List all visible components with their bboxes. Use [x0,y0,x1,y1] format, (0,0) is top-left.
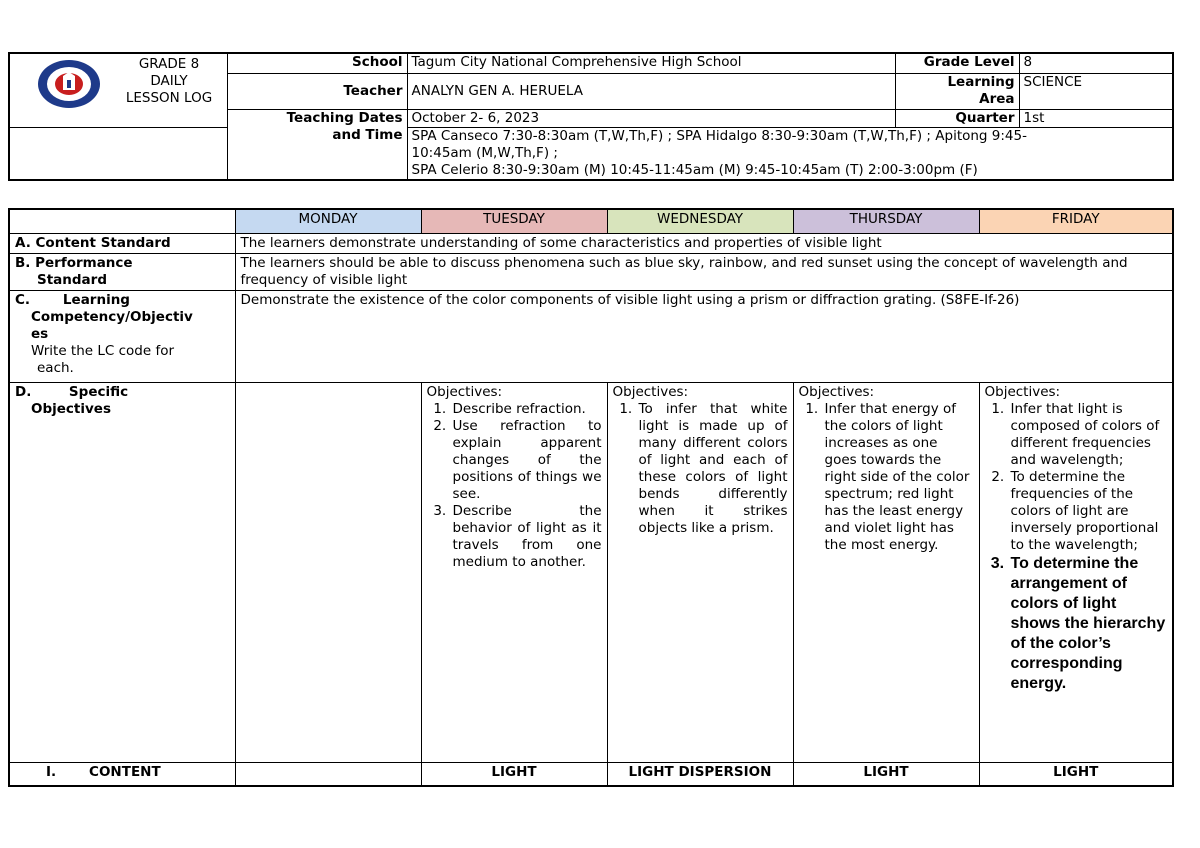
teacher-label: Teacher [227,73,407,109]
list-item: 2. To determine the frequencies of the colors of light are inversely proportional to the wavelength; [1009,469,1168,554]
learning-competency-value: Demonstrate the existence of the color components of visible light using a prism or diffraction grating. (S8FE-If-26) [235,290,1173,382]
log-title-line1: DAILY [150,73,188,89]
content-standard-label: A. Content Standard [9,233,235,253]
list-item: 1. Infer that light is composed of colors of different frequencies and wavelength; [1009,401,1168,469]
day-header-thursday: THURSDAY [793,209,979,233]
log-title-line2: LESSON LOG [125,90,213,106]
day-header-tuesday: TUESDAY [421,209,607,233]
list-item: 1. Describe refraction. [451,401,602,418]
grade-level-value: 8 [1019,53,1173,73]
header-table [8,52,1174,181]
deped-seal-icon [36,58,102,110]
day-header-monday: MONDAY [235,209,421,233]
friday-content: LIGHT [979,762,1173,786]
logo-cell [9,53,227,127]
performance-standard-value: The learners should be able to discuss phenomena such as blue sky, rainbow, and red sunset using the concept of wavelength and frequency of visible light [235,253,1173,290]
list-item: 3. Describe the behavior of light as it travels from one medium to another. [451,503,602,571]
corner-cell [9,209,235,233]
monday-content [235,762,421,786]
thursday-objectives: Objectives: 1. Infer that energy of the colors of light increases as one goes towards the right side of the color spectrum; red light has the least energy and violet light has the most energy. [793,382,979,762]
specific-objectives-label: D. Specific Objectives [9,382,235,762]
learning-area-label: Learning Area [895,73,1019,109]
tuesday-content: LIGHT [421,762,607,786]
performance-standard-label: B. Performance Standard [9,253,235,290]
list-item: 1. Infer that energy of the colors of light increases as one goes towards the right side of the color spectrum; red light has the least energy and violet light has the most energy. [823,401,974,554]
content-standard-value: The learners demonstrate understanding of some characteristics and properties of visible light [235,233,1173,253]
content-label: I. CONTENT [9,762,235,786]
list-item: 3. To determine the arrangement of colors of light shows the hierarchy of the color’s corresponding energy. [1009,554,1168,694]
day-header-wednesday: WEDNESDAY [607,209,793,233]
list-item: 2. Use refraction to explain apparent changes of the positions of things we see. [451,418,602,503]
wednesday-content: LIGHT DISPERSION [607,762,793,786]
thursday-content: LIGHT [793,762,979,786]
quarter-value: 1st [1019,109,1173,127]
list-item: 1. To infer that white light is made up of many different colors of light and each of these colors of light bends differently when it strikes objects like a prism. [637,401,788,537]
quarter-label: Quarter [895,109,1019,127]
schedule-value: SPA Canseco 7:30-8:30am (T,W,Th,F) ; SPA Hidalgo 8:30-9:30am (T,W,Th,F) ; Apitong 9:45- 10:45am (M,W,Th,F) ; SPA Celerio 8:30-9:30am (M) 10:45-11:45am (M) 9:45-10:45am (T) 2:00-3:00pm (F) [407,127,1173,180]
dates-value: October 2- 6, 2023 [407,109,895,127]
tuesday-objectives: Objectives: 1. Describe refraction. 2. Use refraction to explain apparent changes of the positions of things we see. 3. Describe the behavior of light as it travels from one medium to another. [421,382,607,762]
grade-level-label: Grade Level [895,53,1019,73]
learning-area-value: SCIENCE [1019,73,1173,109]
monday-objectives [235,382,421,762]
teacher-value: ANALYN GEN A. HERUELA [407,73,895,109]
school-label: School [227,53,407,73]
day-header-friday: FRIDAY [979,209,1173,233]
wednesday-objectives: Objectives: 1. To infer that white light is made up of many different colors of light and each of these colors of light bends differently when it strikes objects like a prism. [607,382,793,762]
dates-label: Teaching Dates and Time [227,109,407,180]
grade-label: GRADE 8 [138,56,200,72]
learning-competency-label: C. Learning Competency/Objectiv es Write the LC code for each. [9,290,235,382]
school-value: Tagum City National Comprehensive High School [407,53,895,73]
friday-objectives: Objectives: 1. Infer that light is composed of colors of different frequencies and wavelength; 2. To determine the frequencies of the colors of light are inversely proportional to the wavelength; 3. To determine the arrangement of colors of light shows the hierarchy of the color’s corresponding energy. [979,382,1173,762]
lesson-table [8,208,1174,787]
